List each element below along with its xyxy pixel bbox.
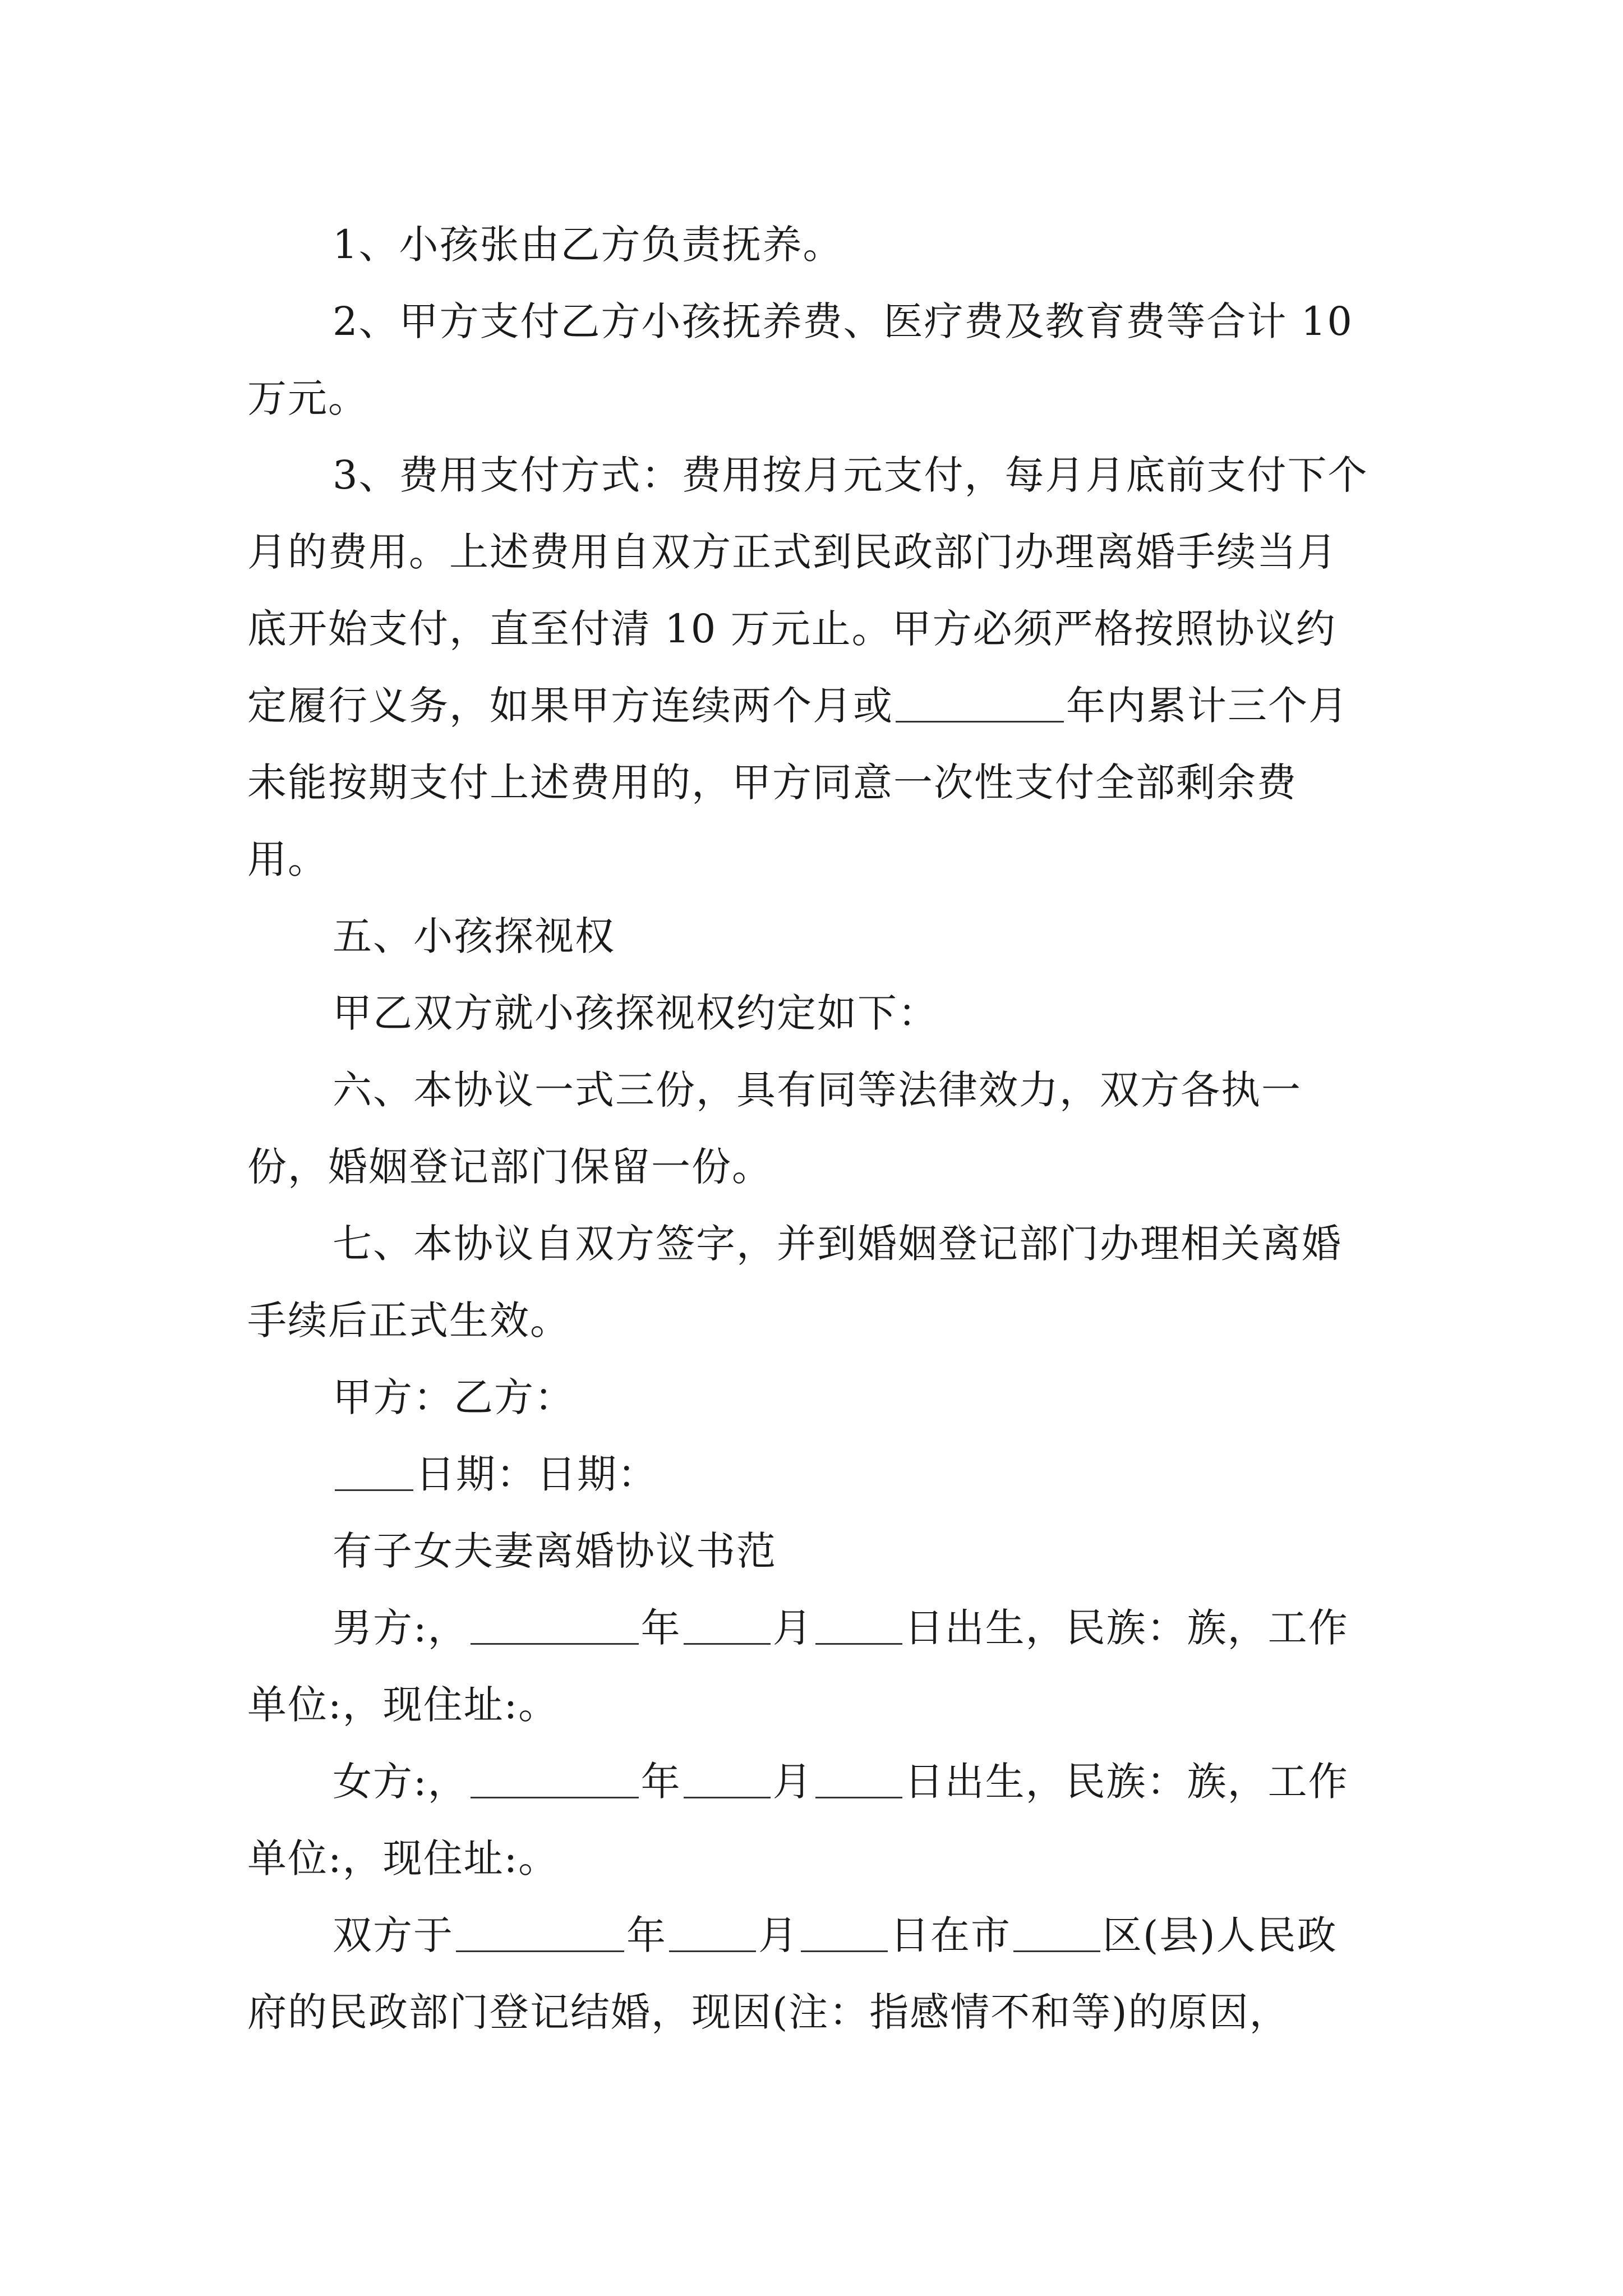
year-label: 年 <box>640 1759 681 1805</box>
paragraph-payment-method <box>247 437 1375 898</box>
marriage-rest: 区(县)人民政府的民政部门登记结婚，现因(注：指感情不和等)的原因， <box>247 1912 1338 2035</box>
signature-parties: 甲方：乙方： <box>333 1374 575 1420</box>
section-heading-visitation: 五、小孩探视权 <box>333 913 615 959</box>
signature-dates <box>247 1436 1375 1513</box>
paragraph-child-custody: 1、小孩张由乙方负责抚养。 <box>333 222 843 268</box>
blank-field <box>471 1604 639 1645</box>
blank-field <box>335 1450 413 1491</box>
blank-field <box>815 1604 902 1645</box>
blank-field <box>801 1911 888 1952</box>
year-label: 年 <box>640 1605 681 1651</box>
female-birth-suffix: 日出生，民族：族，工作单位:，现住址:。 <box>247 1759 1349 1881</box>
blank-field <box>456 1911 624 1952</box>
paragraph-male-party <box>247 1590 1375 1743</box>
paragraph-copies: 六、本协议一式三份，具有同等法律效力，双方各执一份，婚姻登记部门保留一份。 <box>247 1067 1302 1190</box>
female-prefix: 女方:， <box>333 1759 468 1805</box>
male-prefix: 男方:， <box>333 1605 468 1651</box>
blank-field <box>896 682 1064 723</box>
year-label: 年 <box>626 1912 667 1958</box>
document-page <box>247 206 1375 2051</box>
blank-field <box>1013 1911 1100 1952</box>
male-birth-suffix: 日出生，民族：族，工作单位:，现住址:。 <box>247 1605 1349 1728</box>
signature-dates-text: 日期：日期： <box>416 1451 658 1497</box>
marriage-day-city: 日在市 <box>890 1912 1011 1958</box>
blank-field <box>684 1757 771 1798</box>
blank-field <box>669 1911 756 1952</box>
payment-method-text-a: 3、费用支付方式：费用按月元支付，每月月底前支付下个月的费用。上述费用自双方正式到民政部门办理离婚手续当月底开始支付，直至付清 10 万元止。甲方必须严格按照协议约定履行义务，如果甲方连续两个月或 <box>247 452 1368 729</box>
paragraph-visitation: 甲乙双方就小孩探视权约定如下： <box>333 990 938 1036</box>
month-label: 月 <box>772 1605 813 1651</box>
month-label: 月 <box>772 1759 813 1805</box>
paragraph-marriage-registration <box>247 1897 1375 2051</box>
month-label: 月 <box>758 1912 799 1958</box>
marriage-prefix: 双方于 <box>333 1912 454 1958</box>
paragraph-effective: 七、本协议自双方签字，并到婚姻登记部门办理相关离婚手续后正式生效。 <box>247 1221 1342 1343</box>
blank-field <box>471 1757 639 1798</box>
paragraph-female-party <box>247 1743 1375 1897</box>
blank-field <box>684 1604 771 1645</box>
document-title: 有子女夫妻离婚协议书范 <box>333 1528 777 1574</box>
paragraph-child-support-amount: 2、甲方支付乙方小孩抚养费、医疗费及教育费等合计 10 万元。 <box>247 298 1353 421</box>
blank-field <box>815 1757 902 1798</box>
payment-method-text-b: 年内累计三个月未能按期支付上述费用的，甲方同意一次性支付全部剩余费用。 <box>247 683 1349 882</box>
